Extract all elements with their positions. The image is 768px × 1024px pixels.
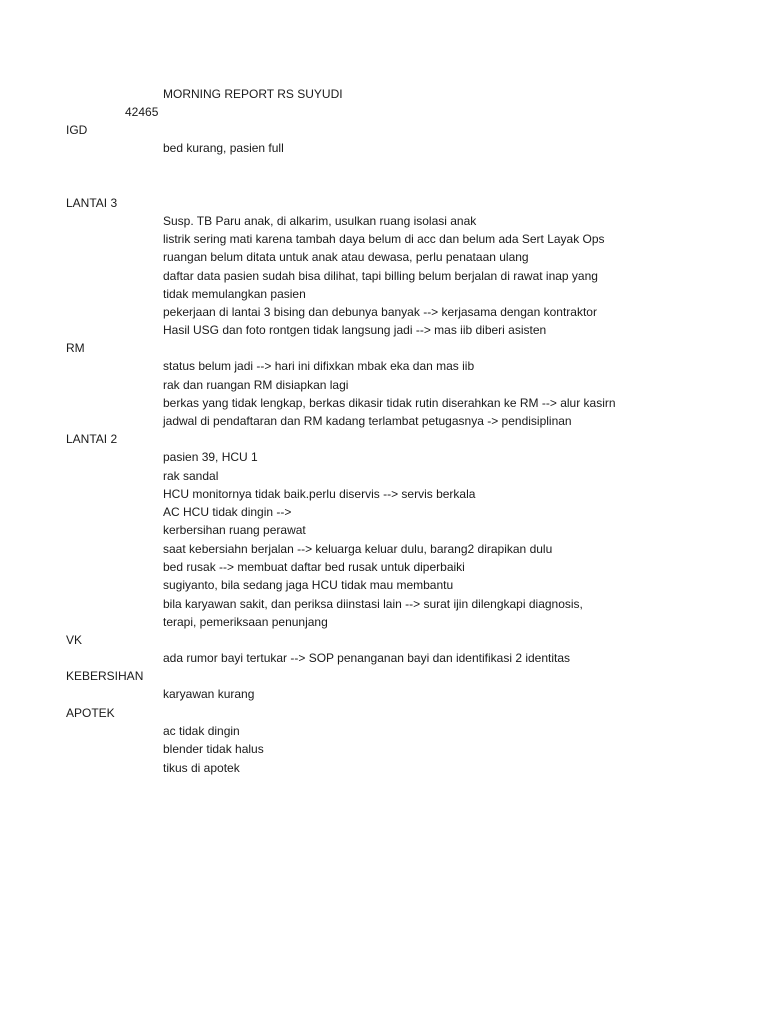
section-item: blender tidak halus <box>163 742 264 756</box>
section-item: HCU monitornya tidak baik.perlu diservis --> servis berkala <box>163 487 476 501</box>
section-item: status belum jadi --> hari ini difixkan mbak eka dan mas iib <box>163 359 475 373</box>
section-item: tidak memulangkan pasien <box>163 287 306 301</box>
section-item: Susp. TB Paru anak, di alkarim, usulkan ruang isolasi anak <box>163 214 477 228</box>
section-item: rak sandal <box>163 469 219 483</box>
section-item: terapi, pemeriksaan penunjang <box>163 615 328 629</box>
section-item: saat kebersiahn berjalan --> keluarga keluar dulu, barang2 dirapikan dulu <box>163 542 553 556</box>
section-item: AC HCU tidak dingin --> <box>163 505 292 519</box>
section-item: rak dan ruangan RM disiapkan lagi <box>163 378 349 392</box>
section-item: pekerjaan di lantai 3 bising dan debunya banyak --> kerjasama dengan kontraktor <box>163 305 597 319</box>
section-item: bed kurang, pasien full <box>163 141 284 155</box>
section-item: ada rumor bayi tertukar --> SOP penanganan bayi dan identifikasi 2 identitas <box>163 651 571 665</box>
section-item: kerbersihan ruang perawat <box>163 523 306 537</box>
section-item: tikus di apotek <box>163 761 240 775</box>
section-item: berkas yang tidak lengkap, berkas dikasir tidak rutin diserahkan ke RM --> alur kasirn <box>163 396 616 410</box>
section-item: ruangan belum ditata untuk anak atau dewasa, perlu penataan ulang <box>163 250 529 264</box>
section-item: ac tidak dingin <box>163 724 240 738</box>
section-item: jadwal di pendaftaran dan RM kadang terlambat petugasnya -> pendisiplinan <box>163 414 572 428</box>
section-heading-rm: RM <box>66 341 85 355</box>
section-heading-lantai-2: LANTAI 2 <box>66 432 118 446</box>
section-item: bed rusak --> membuat daftar bed rusak untuk diperbaiki <box>163 560 465 574</box>
report-title: MORNING REPORT RS SUYUDI <box>163 87 343 101</box>
section-item: pasien 39, HCU 1 <box>163 450 258 464</box>
section-heading-lantai-3: LANTAI 3 <box>66 196 118 210</box>
section-heading-apotek: APOTEK <box>66 706 115 720</box>
section-heading-igd: IGD <box>66 123 88 137</box>
section-item: sugiyanto, bila sedang jaga HCU tidak mau membantu <box>163 578 454 592</box>
section-item: listrik sering mati karena tambah daya belum di acc dan belum ada Sert Layak Ops <box>163 232 605 246</box>
section-item: Hasil USG dan foto rontgen tidak langsung jadi --> mas iib diberi asisten <box>163 323 547 337</box>
report-date: 42465 <box>125 105 159 119</box>
section-heading-vk: VK <box>66 633 83 647</box>
section-item: bila karyawan sakit, dan periksa diinstasi lain --> surat ijin dilengkapi diagnosis, <box>163 597 583 611</box>
section-heading-kebersihan: KEBERSIHAN <box>66 669 144 683</box>
section-item: karyawan kurang <box>163 687 255 701</box>
section-item: daftar data pasien sudah bisa dilihat, tapi billing belum berjalan di rawat inap yang <box>163 269 598 283</box>
